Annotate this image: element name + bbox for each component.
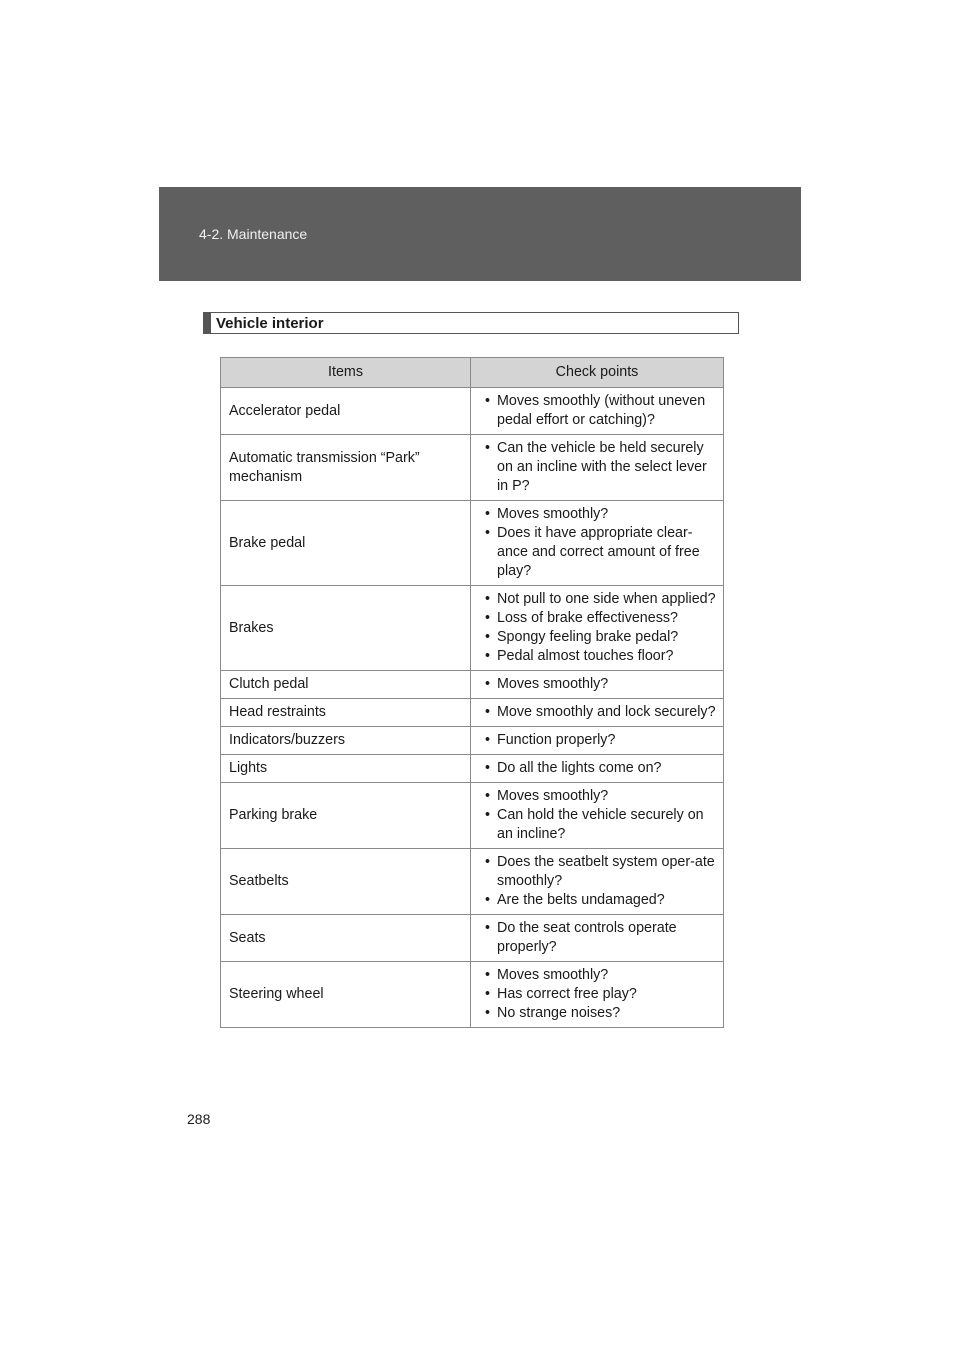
check-points-cell	[471, 388, 724, 435]
column-header-check-points: Check points	[471, 358, 724, 388]
item-cell: Head restraints	[221, 699, 471, 727]
table-row	[221, 671, 724, 699]
item-cell: Seatbelts	[221, 849, 471, 915]
page-number: 288	[187, 1111, 211, 1127]
table-row	[221, 586, 724, 671]
check-point: • Move smoothly and lock securely?	[479, 703, 717, 722]
item-cell: Parking brake	[221, 783, 471, 849]
chapter-header-band	[159, 187, 801, 281]
check-point: • Loss of brake effectiveness?	[479, 609, 717, 628]
item-cell: Indicators/buzzers	[221, 727, 471, 755]
section-title-bar	[204, 313, 211, 333]
check-points-cell	[471, 501, 724, 586]
check-point: • Does it have appropriate clear-ance and correct amount of free play?	[479, 524, 717, 581]
check-point: • No strange noises?	[479, 1004, 717, 1023]
check-point: • Moves smoothly?	[479, 966, 717, 985]
table-row	[221, 849, 724, 915]
section-title-box	[203, 312, 739, 334]
check-points-cell	[471, 849, 724, 915]
check-point: • Are the belts undamaged?	[479, 891, 717, 910]
item-cell: Steering wheel	[221, 962, 471, 1028]
check-point: • Do the seat controls operate properly?	[479, 919, 717, 957]
check-point: • Can the vehicle be held securely on an incline with the select lever in P?	[479, 439, 717, 496]
item-cell: Accelerator pedal	[221, 388, 471, 435]
table-row	[221, 755, 724, 783]
item-cell: Brakes	[221, 586, 471, 671]
check-points-cell	[471, 699, 724, 727]
table-row	[221, 699, 724, 727]
table-row	[221, 501, 724, 586]
check-points-cell	[471, 435, 724, 501]
chapter-section-label: 4-2. Maintenance	[199, 226, 308, 242]
check-points-cell	[471, 586, 724, 671]
check-point: • Pedal almost touches floor?	[479, 647, 717, 666]
check-point: • Function properly?	[479, 731, 717, 750]
table-row	[221, 435, 724, 501]
column-header-items: Items	[221, 358, 471, 388]
table-row	[221, 962, 724, 1028]
table-row	[221, 388, 724, 435]
check-points-cell	[471, 962, 724, 1028]
check-point: • Do all the lights come on?	[479, 759, 717, 778]
item-cell: Brake pedal	[221, 501, 471, 586]
check-point: • Not pull to one side when applied?	[479, 590, 717, 609]
table-body	[221, 388, 724, 1028]
item-cell: Automatic transmission “Park” mechanism	[221, 435, 471, 501]
check-points-cell	[471, 915, 724, 962]
check-point: • Can hold the vehicle securely on an incline?	[479, 806, 717, 844]
item-cell: Seats	[221, 915, 471, 962]
table-row	[221, 727, 724, 755]
table-row	[221, 783, 724, 849]
check-point: • Does the seatbelt system oper-ate smoothly?	[479, 853, 717, 891]
inspection-table	[220, 357, 724, 1028]
check-point: • Moves smoothly?	[479, 675, 717, 694]
check-point: • Moves smoothly?	[479, 787, 717, 806]
table-header-row	[221, 358, 724, 388]
item-cell: Clutch pedal	[221, 671, 471, 699]
table-row	[221, 915, 724, 962]
check-point: • Moves smoothly (without uneven pedal effort or catching)?	[479, 392, 717, 430]
check-points-cell	[471, 783, 724, 849]
section-title: Vehicle interior	[216, 315, 324, 332]
check-points-cell	[471, 727, 724, 755]
check-points-cell	[471, 671, 724, 699]
item-cell: Lights	[221, 755, 471, 783]
check-point: • Moves smoothly?	[479, 505, 717, 524]
check-points-cell	[471, 755, 724, 783]
check-point: • Has correct free play?	[479, 985, 717, 1004]
check-point: • Spongy feeling brake pedal?	[479, 628, 717, 647]
